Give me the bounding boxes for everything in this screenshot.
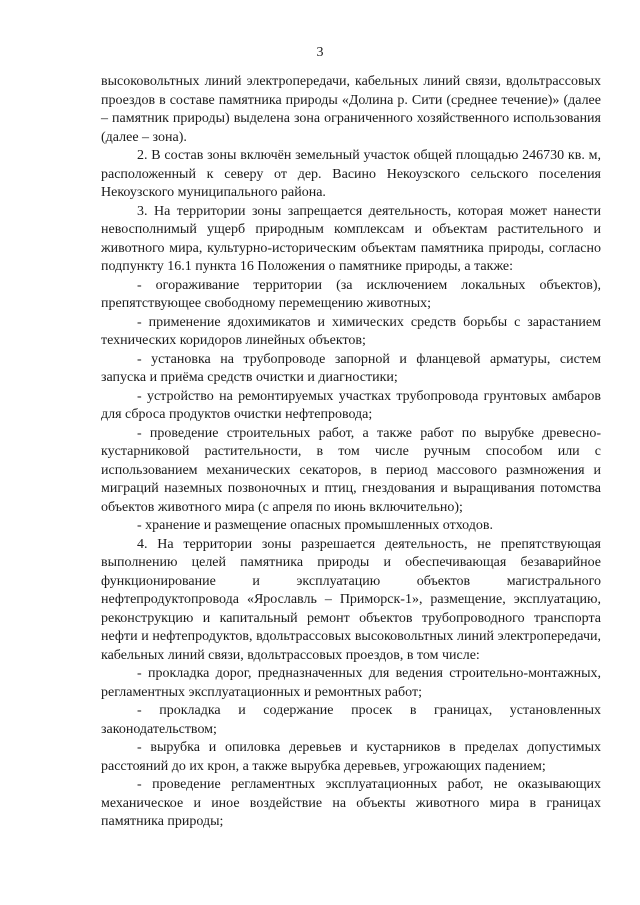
paragraph-3: 3. На территории зоны запрещается деятельность, которая может нанести невосполнимый ущерб природным комплексам и объектам растительного и животного мира, культурно-историческим объектам памятника природы, согласно подпункту 16.1 пункта 16 Положения о памятнике природы, а также: xyxy=(101,203,601,274)
list-item-valves: - установка на трубопроводе запорной и фланцевой арматуры, систем запуска и приёма средств очистки и диагностики; xyxy=(101,351,601,385)
list-item-roads: - прокладка дорог, предназначенных для ведения строительно-монтажных, регламентных эксплуатационных и ремонтных работ; xyxy=(101,666,601,700)
list-item-waste: - хранение и размещение опасных промышленных отходов. xyxy=(137,518,493,533)
list-item-clearings: - прокладка и содержание просек в границах, установленных законодательством; xyxy=(101,703,601,737)
list-item-tree-cutting: - вырубка и опиловка деревьев и кустарников в пределах допустимых расстояний до их крон, а также вырубка деревьев, угрожающих падением; xyxy=(101,740,601,774)
list-item-construction: - проведение строительных работ, а также работ по вырубке древесно-кустарниковой растительности, в том числе ручным способом или с использованием механических секаторов, в период массового размножения и миграций наземных позвоночных и птиц, гнездования и выращивания потомства объектов животного мира (с апреля по июнь включительно); xyxy=(101,425,601,515)
page-number: 3 xyxy=(316,45,324,60)
document-body xyxy=(101,73,601,832)
paragraph-continuation: высоковольтных линий электропередачи, кабельных линий связи, вдольтрассовых проездов в составе памятника природы «Долина р. Сити (среднее течение)» (далее – памятник природы) выделена зона ограниченного хозяйственного использования (далее – зона). xyxy=(101,74,601,145)
paragraph-2: 2. В состав зоны включён земельный участок общей площадью 246730 кв. м, расположенный к северу от дер. Васино Некоузского сельского поселения Некоузского муниципального района. xyxy=(101,148,601,200)
list-item-maintenance: - проведение регламентных эксплуатационных работ, не оказывающих механическое и иное воздействие на объекты животного мира в границах памятника природы; xyxy=(101,777,601,829)
list-item-fencing: - огораживание территории (за исключением локальных объектов), препятствующее свободному перемещению животных; xyxy=(101,277,601,311)
list-item-pits: - устройство на ремонтируемых участках трубопровода грунтовых амбаров для сброса продуктов очистки нефтепровода; xyxy=(101,388,601,422)
list-item-pesticides: - применение ядохимикатов и химических средств борьбы с зарастанием технических коридоров линейных объектов; xyxy=(101,314,601,348)
paragraph-4: 4. На территории зоны разрешается деятельность, не препятствующая выполнению целей памятника природы и обеспечивающая безаварийное функционирование и эксплуатацию объектов магистрального нефтепродуктопровода «Ярославль – Приморск-1», размещение, эксплуатацию, реконструкцию и капитальный ремонт объектов трубопроводного транспорта нефти и нефтепродуктов, вдольтрассовых высоковольтных линий электропередачи, кабельных линий связи, вдольтрассовых проездов, в том числе: xyxy=(101,536,601,663)
